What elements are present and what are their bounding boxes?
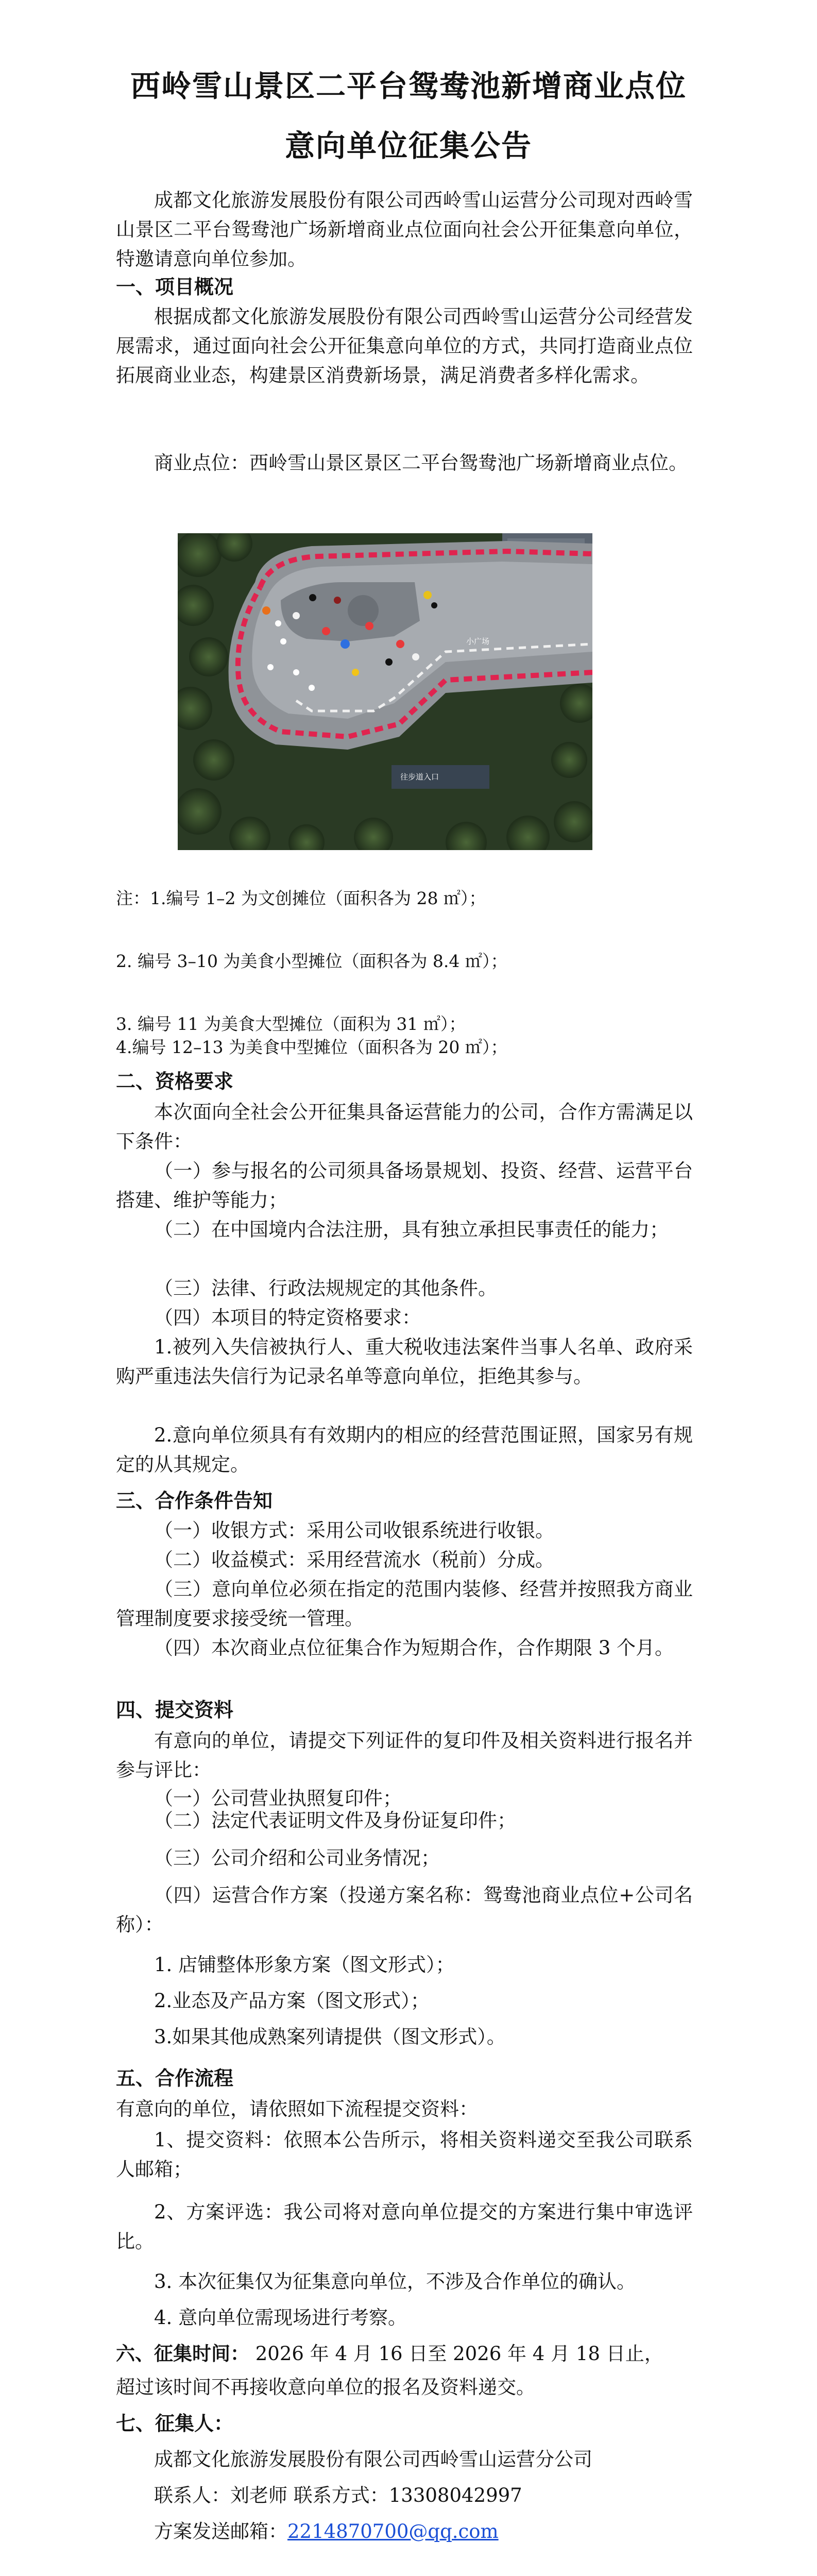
- section-3-heading: 三、合作条件告知: [116, 1489, 273, 1512]
- collector-contact: 联系人：刘老师 联系方式：13308042997: [154, 2484, 522, 2506]
- section-5-step-4: 4. 意向单位需现场进行考察。: [154, 2307, 407, 2329]
- section-5-step-1: 1、提交资料：依照本公告所示，将相关资料递交至我公司联系人邮箱；: [116, 2129, 693, 2180]
- section-5-intro: 有意向的单位，请依照如下流程提交资料：: [116, 2098, 478, 2120]
- section-6-dates: 2026 年 4 月 16 日至 2026 年 4 月 18 日止，: [255, 2343, 663, 2365]
- section-2-item-4-1: 1.被列入失信被执行人、重大税收违法案件当事人名单、政府采购严重违法失信行为记录名单等意向单位，拒绝其参与。: [116, 1336, 693, 1387]
- section-2-heading: 二、资格要求: [116, 1070, 234, 1093]
- note-2: 2. 编号 3–10 为美食小型摊位（面积各为 8.4 ㎡）；: [116, 951, 508, 971]
- section-4-sub-1: 1. 店铺整体形象方案（图文形式）；: [154, 1954, 455, 1976]
- section-1-location: 商业点位：西岭雪山景区景区二平台鸳鸯池广场新增商业点位。: [154, 452, 688, 474]
- section-2-item-4: （四）本项目的特定资格要求：: [154, 1307, 421, 1329]
- section-1-paragraph: 根据成都文化旅游发展股份有限公司西岭雪山运营分公司经营发展需求，通过面向社会公开征集意向单位的方式，共同打造商业点位拓展商业业态，构建景区消费新场景，满足消费者多样化需求。: [116, 306, 693, 386]
- section-3-item-2: （二）收益模式：采用经营流水（税前）分成。: [154, 1549, 554, 1571]
- collector-email-line: [154, 2517, 499, 2546]
- section-5-step-2: 2、方案评选：我公司将对意向单位提交的方案进行集中审选评比。: [116, 2201, 693, 2252]
- section-2-item-3: （三）法律、行政法规规定的其他条件。: [154, 1277, 497, 1299]
- section-4-heading: 四、提交资料: [116, 1698, 234, 1721]
- section-4-intro: 有意向的单位，请提交下列证件的复印件及相关资料进行报名并参与评比：: [116, 1730, 693, 1781]
- note-4: 4.编号 12–13 为美食中型摊位（面积各为 20 ㎡）；: [116, 1037, 508, 1057]
- section-2-item-1: （一）参与报名的公司须具备场景规划、投资、经营、运营平台搭建、维护等能力；: [116, 1160, 693, 1211]
- email-link[interactable]: 2214870700@qq.com: [287, 2520, 499, 2543]
- section-2-item-4-2: 2.意向单位须具有有效期内的相应的经营范围证照，国家另有规定的从其规定。: [116, 1424, 693, 1476]
- email-label: 方案发送邮箱：: [154, 2520, 287, 2543]
- section-2-intro: 本次面向全社会公开征集具备运营能力的公司，合作方需满足以下条件：: [116, 1101, 693, 1153]
- title-line-1: 西岭雪山景区二平台鸳鸯池新增商业点位: [130, 69, 687, 104]
- title-line-2: 意向单位征集公告: [284, 128, 532, 163]
- section-4-sub-2: 2.业态及产品方案（图文形式）；: [154, 1990, 430, 2012]
- section-5-step-3: 3. 本次征集仅为征集意向单位，不涉及合作单位的确认。: [154, 2270, 636, 2293]
- section-3-item-4: （四）本次商业点位征集合作为短期合作，合作期限 3 个月。: [154, 1637, 674, 1659]
- section-4-item-1: （一）公司营业执照复印件；: [154, 1787, 402, 1809]
- section-6-line: [116, 2339, 663, 2368]
- section-3-item-1: （一）收银方式：采用公司收银系统进行收银。: [154, 1519, 554, 1541]
- intro-paragraph: 成都文化旅游发展股份有限公司西岭雪山运营分公司现对西岭雪山景区二平台鸳鸯池广场新增商业点位面向社会公开征集意向单位，特邀请意向单位参加。: [116, 189, 693, 270]
- collector-org: 成都文化旅游发展股份有限公司西岭雪山运营分公司: [154, 2448, 592, 2470]
- section-4-sub-3: 3.如果其他成熟案列请提供（图文形式）。: [154, 2026, 506, 2048]
- map-label-plaza: 小广场: [466, 637, 490, 646]
- section-5-heading: 五、合作流程: [116, 2066, 234, 2090]
- section-4-item-3: （三）公司介绍和公司业务情况；: [154, 1847, 440, 1869]
- map-label-entrance: 往步道入口: [400, 772, 439, 782]
- section-1-heading: 一、项目概况: [116, 275, 234, 298]
- section-6-heading: 六、征集时间：: [116, 2342, 249, 2365]
- section-3-item-3: （三）意向单位必须在指定的范围内装修、经营并按照我方商业管理制度要求接受统一管理。: [116, 1578, 693, 1630]
- note-1: 注：1.编号 1–2 为文创摊位（面积各为 28 ㎡）；: [116, 888, 486, 908]
- section-4-item-4: （四）运营合作方案（投递方案名称：鸳鸯池商业点位+公司名称）：: [116, 1884, 693, 1936]
- section-6-note: 超过该时间不再接收意向单位的报名及资料递交。: [116, 2376, 535, 2398]
- site-plan-image: [178, 533, 592, 850]
- section-2-item-2: （二）在中国境内合法注册，具有独立承担民事责任的能力；: [154, 1218, 669, 1241]
- section-4-item-2: （二）法定代表证明文件及身份证复印件；: [154, 1809, 516, 1832]
- section-7-heading: 七、征集人：: [116, 2412, 234, 2435]
- note-3: 3. 编号 11 为美食大型摊位（面积为 31 ㎡）；: [116, 1014, 466, 1034]
